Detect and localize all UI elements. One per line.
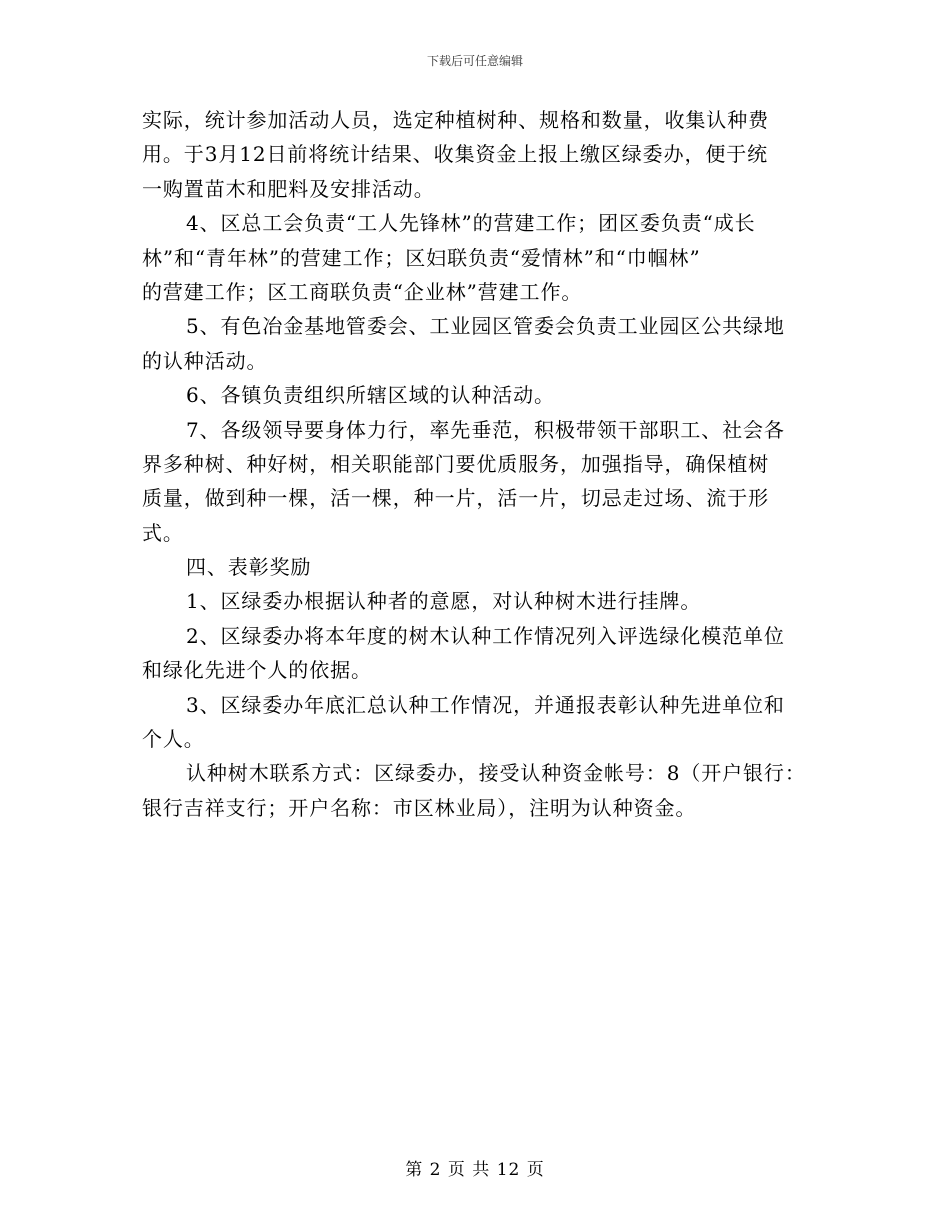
- text-line: 个人。: [142, 727, 205, 752]
- page-header: 下载后可任意编辑: [426, 54, 523, 68]
- text-line: 式。: [142, 520, 184, 545]
- paragraph-item-5: 5、有色冶金基地管委会、工业园区管委会负责工业园区公共绿地: [186, 314, 785, 339]
- award-item-3: 3、区绿委办年底汇总认种工作情况，并通报表彰认种先进单位和: [186, 692, 785, 717]
- text-line: 的营建工作；区工商联负责“企业林”营建工作。: [142, 279, 583, 304]
- award-item-2: 2、区绿委办将本年度的树木认种工作情况列入评选绿化模范单位: [186, 623, 785, 648]
- document-body: [142, 103, 814, 825]
- text-line: 界多种树、种好树，相关职能部门要优质服务，加强指导，确保植树: [142, 451, 769, 476]
- section-heading: 四、表彰奖励: [186, 555, 312, 580]
- page-footer: 第 2 页 共 12 页: [405, 1160, 545, 1180]
- contact-info: 认种树木联系方式：区绿委办，接受认种资金帐号：8（开户银行：: [186, 761, 806, 786]
- text-line: 一购置苗木和肥料及安排活动。: [142, 176, 435, 201]
- paragraph-item-7: 7、各级领导要身体力行，率先垂范，积极带领干部职工、社会各: [186, 417, 785, 442]
- text-line: 林”和“青年林”的营建工作；区妇联负责“爱情林”和“巾帼林”: [142, 245, 701, 270]
- paragraph-item-4: 4、区总工会负责“工人先锋林”的营建工作；团区委负责“成长: [186, 211, 756, 236]
- text-line: 用。于3月12日前将统计结果、收集资金上报上缴区绿委办，便于统: [142, 142, 769, 167]
- text-line: 实际，统计参加活动人员，选定种植树种、规格和数量，收集认种费: [142, 108, 769, 132]
- paragraph-item-6: 6、各镇负责组织所辖区域的认种活动。: [186, 383, 555, 408]
- text-line: 银行吉祥支行；开户名称：市区林业局），注明为认种资金。: [142, 795, 697, 820]
- text-line: 的认种活动。: [142, 348, 268, 373]
- text-line: 和绿化先进个人的依据。: [142, 658, 372, 683]
- text-line: 质量，做到种一棵，活一棵，种一片，活一片，切忌走过场、流于形: [142, 486, 769, 511]
- award-item-1: 1、区绿委办根据认种者的意愿，对认种树木进行挂牌。: [186, 589, 702, 614]
